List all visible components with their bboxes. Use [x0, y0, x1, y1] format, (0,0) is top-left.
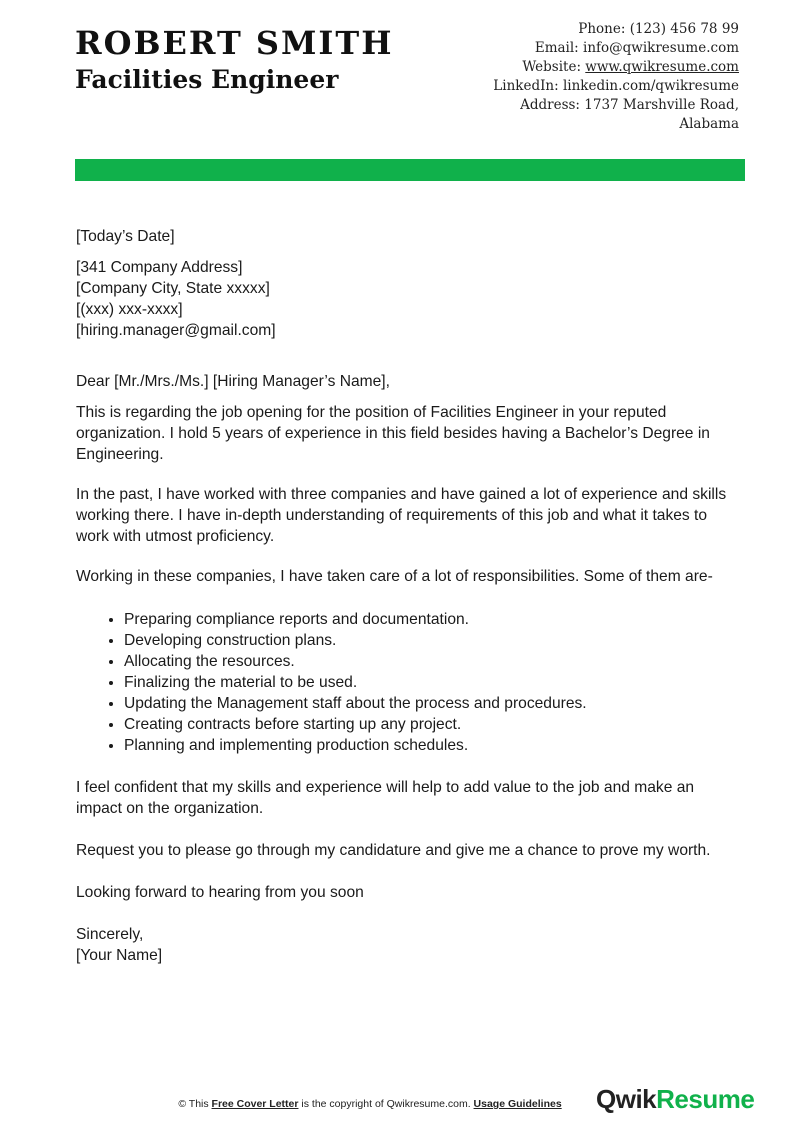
job-title: Facilities Engineer [75, 65, 339, 94]
letter-body [76, 226, 744, 966]
list-item: • Developing construction plans. [124, 630, 744, 651]
list-item: • Planning and implementing production schedules. [124, 735, 744, 756]
recipient-line: [341 Company Address] [76, 259, 243, 276]
recipient-line: [Company City, State xxxxx] [76, 280, 270, 297]
paragraph-experience: In the past, I have worked with three companies and have gained a lot of experience and skills working there. I have in-depth understanding of requirements of this job and what it takes to work with utmost proficiency. [76, 486, 727, 545]
list-item: • Preparing compliance reports and documentation. [124, 609, 744, 630]
paragraph-confidence: I feel confident that my skills and experience will help to add value to the job and make an impact on the organization. [76, 779, 695, 817]
list-item: • Allocating the resources. [124, 651, 744, 672]
footer-prefix: © This [178, 1098, 212, 1110]
list-item: • Updating the Management staff about the process and procedures. [124, 693, 744, 714]
contact-address-line1: Address: 1737 Marshville Road, [520, 97, 739, 113]
paragraph-request: Request you to please go through my candidature and give me a chance to prove my worth. [76, 842, 711, 859]
list-item: • Finalizing the material to be used. [124, 672, 744, 693]
responsibilities-list [76, 609, 744, 756]
qwikresume-logo [596, 1084, 754, 1115]
website-link[interactable]: www.qwikresume.com [585, 59, 739, 75]
salutation: Dear [Mr./Mrs./Ms.] [Hiring Manager’s Name], [76, 373, 390, 390]
list-item: • Creating contracts before starting up any project. [124, 714, 744, 735]
free-cover-letter-link[interactable]: Free Cover Letter [211, 1098, 299, 1110]
contact-website [419, 58, 739, 77]
contact-email: Email: info@qwikresume.com [534, 40, 739, 56]
usage-guidelines-link[interactable]: Usage Guidelines [473, 1098, 562, 1110]
recipient-line: [hiring.manager@gmail.com] [76, 322, 276, 339]
paragraph-responsibilities: Working in these companies, I have taken care of a lot of responsibilities. Some of them are- [76, 568, 713, 585]
accent-divider-bar [75, 159, 745, 181]
contact-block [419, 20, 739, 134]
contact-address-line2: Alabama [679, 116, 739, 132]
paragraph-intro: This is regarding the job opening for the position of Facilities Engineer in your reputed organization. I hold 5 years of experience in this field besides having a Bachelor’s Degree in Engineering. [76, 404, 710, 463]
closing: Sincerely, [76, 926, 144, 943]
contact-phone: Phone: (123) 456 78 99 [578, 21, 739, 37]
candidate-name: ROBERT SMITH [75, 24, 394, 62]
contact-website-label: Website: [522, 59, 586, 75]
signature-name: [Your Name] [76, 947, 163, 964]
contact-linkedin: LinkedIn: linkedin.com/qwikresume [493, 78, 739, 94]
paragraph-looking-forward: Looking forward to hearing from you soon [76, 884, 364, 901]
letter-date: [Today’s Date] [76, 228, 175, 245]
footer-middle: is the copyright of Qwikresume.com. [298, 1098, 474, 1110]
recipient-line: [(xxx) xxx-xxxx] [76, 301, 183, 318]
logo-qwik: Qwik [596, 1084, 657, 1114]
logo-resume: Resume [656, 1084, 755, 1114]
